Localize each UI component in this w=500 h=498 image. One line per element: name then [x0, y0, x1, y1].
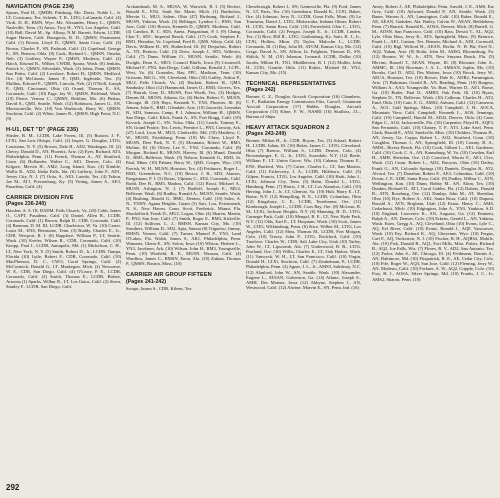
section-pages: (Pages 242) — [246, 86, 276, 93]
section-carrier-division-five — [6, 195, 121, 289]
section-continued-roster — [372, 4, 494, 282]
section-hu1-det-d — [6, 127, 121, 189]
section-heading: TECHNICAL REPRESENTATIVES — [246, 80, 336, 87]
roster-text: Bonner, C. Z., Douglas Aircraft Corporation (16) Chambers, C. F., Radiation Energy Commission Fitts, Carroll, Grumman Aircraft Corporation (17) Hubbs, Douglas, Aircraft Corporation (13) Kline, F. W., NASRI (16) Skulltiss, J.L., Bureau of Ships — [246, 93, 361, 120]
column-2 — [126, 4, 241, 480]
section-continued-roster — [126, 4, 241, 266]
section-continued-roster — [246, 4, 361, 75]
roster-text: Archambault, M. A., MUSA, W. Warwick, R. I. (5) Becker, Ronald E., EN2, Sault Ste. Marie, Mich. (1) Bartholow, Mervin G., MU3, Salem, Ohio (47) Birdsong, Richard J., MUSN, Yakima, Wash. (3) Bellinger, Lyndon C., RM1, San Jose, Calif. (10) Brown, Kenneth D., QMSN, Modesto, Calif. (4) Cantlon, B. C. SD3, Aneta, Pangasinan, P. I. (9) Chang, Chai T., SDC, Imperial Beach, Calif. (17) Cook, Stephen F., RM1, Herndon, Va. Copeland, Fred R., QMS, Valejo, Calif. (4) Davis, William H., SN, Rutherford, Ill. (8) Desjarlais, Robert A., TN, Benicia, Calif. (3) Drew, Joseph J., SD3, Vallecito, Calif. (7) Dunn, William O., MUSN, Seattle, Wash. (6) Dwight, Dean A., MU3, Council Bluffs, Iowa (9) Cromwell, Michael F., PN3, San Diego, Calif. Gilliam, Ronald J., LCPL, West, Va. (6) Gonzales, Ray, FPC, Madison, Tenn. (10) Grissom, Bill G., SN, Cleveland, Ohio (10) Guffey, Arthur P., MU2, Falls Church, Va. (4) Hackett, Robert H., QM3, Sandusky, Ohio (12) Hammond, James O., RM3, Groves, Tex. (7) Harrah, Gary D., MUSN, Fort Worth, Tex. (3) Hodges, Dennis M., MUSN, Atlanta, Ga. (6) Hofer, Robert V., MUSN, Chicago, Ill. (10) Hays, Kenneth V., YN3, Phoenix, Ill. (6) Jensen, John E., RM1, Glendale, Ariz. (10) Jaworski, Leonidas B., SD3, Samson, Camp, P. I. Johnson, William H., QMSN, San Diego, Calif. Klick, Frank A., SN, Fort Bragg, Calif. (10) Kovach, Joseph C., SN, Tulsa, Okla. (11) Leach, Tommy E., SN, Grand Prairie, Tex. Lewis, Prentice L., PN3, Conway, Ark. (27) Lord, Leon M., MU3, Clarksville, Md. (10) Matthew, C. W., MUSN, Friedsburg, Penn. (10) Mc Chew, Lloyd P., MUSN, Deer Park, N. Y. (5) Mountain, Robert W., RM3, Moline, Ill. (6) Oliver, Lee S., YN2, Coronado, Calif. (8) Morgan, Richard R., MUSN, Harvey, Ill. (6) Mund, Donald D., RM3, Bellevue, Wash. (5) Nelson, Kenneth G., BM3, St. Paul, Minn. (10) Palmer, Barry W., QM3, Cooper, Wyo. (10) Parrish, W. H., MUSN, Houston, Tex. (4) Pridmore, Roger L., RM3, Greensboro, N.C. (10) Rector, J. R., SD3, Alamos, Pangasinan, P. I. (5) Rosas, Ulpiano C., SD2, Coronado, Calif. Rodd, Dee B., RM3, Madras, Calif. (12) Rossi, Michael A., MUSN, Arlington, N. J. (7) Rudloff, Joseph E., MU2, Bellevue, Wash. (6) Rudley, Ronald A., MUSN, Seattle, Wash. (4) Rushing, Harold G., BMC, Denton, Calif. (10) Sales, A. N., YNSN, Agana Heights, Guam (3) Sari, Lou, Portsmouth, N. S., New Haven, Conn. Scott, Frederick, Miami, Fla. Shackelford, Frank D., MU2, Logan, Ohio (4) Skaren, Martin, P., PN2, San Jose, Calif. (7) Smith, Roger E., RM3, Kirkville, Ill. (12) Sullivan, L. J., RMSN, Kansas City, Mo. (10) Struthers, William D., SD2, Apia, Samoa (8) Trigueiro, Jimmy, RMSN, Vernon, Calif. (7) Turner, Manuel P., YN3, Land O'Lakes, Fla. Walsh, James S., AK1, Philadelphia, Penn. Wanuner, Glenn E., SN, Solon, Iowa (10) Wilson, Herbert L., YN3, Jacobsen, Ark. (10) Wilson, John H., RM3, Youngsville, Penn. (10) Winfield, R. E., MUSN, Wausau, Calif. (4) Wardlow, James C., RMSN, Enon, Ala. (10) Zakian, Thomas P., QMSN, Boston, Mass. (10) — [126, 4, 241, 267]
roster-text: Swope, James S., CDR, Kileen, Tex. — [126, 285, 193, 291]
section-pages: (Pages 236-240) — [6, 201, 47, 208]
section-carrier-air-group-fifteen — [126, 272, 241, 290]
roster-text: Hasslen, A. S. III, RADM, Falls Church, Va. (20) Cobb, James O., CAPT, Pasadena, Calif. (3) Daniel, Allen B., LCDR, Coronado, Calif. (1) Brown, Ralph D., CDR, Coronado, Calif. (4) Brennan, D. M. III, LCDR, Charleston, W. Va. (10) Caster, Louis M., ENS, Bernstone, Tenn. (3) Ruddy, Charles E., Jr., CDR, Newport, R. I. (6) Rappleye, William P., LT, Seattle, Wash. (10) Keefer, Wilson R., CDR, Coronado, Calif. (10) Knopp, Paul J., LCDR, Annapolis, Md. (1) Mickelson, C. H., LT, New York, N. Y. (5) Smith, Robert D., Jr., LCDR, Tampa, Florida (10) Lytle, Robert F., CDR, Coronado, Calif. (10) MacPherson, D. C., CWO, Coral Springs, Calif. (2) McCormick, Donald G., LT, Muskegon, Mich. (2) Newsome, W. E., CDR, San Diego, Calif. (4) O'Leary, P. E., LCDR, Coronado, Calif. (2) Smith, Thomas E., LCDR, Bisbee, Arizona (1) Sparks, Wilbur R., LT, Los Gatos, Calif. (2) Steen, Stanley F., LCDR, San Diego, Calif. — [6, 208, 121, 289]
roster-text: Shisler, R. M., LCDR, Lake Forest, Ill. (5) Buxton, J. F., LTJG, San Luis Obispo, Calif. (2) Jasper, G. Douglas, LTJG, Louisiana, N. Y. (5) Brown, Dale H., AD2, Waukegan, Ill. (2) Cherry, Donald D., AN, Phoenix, Ariz. (2) Eyer, Richard, AT3, Philadelphia, Penn. (11) French, Thomas A., AT, Stratford, Conn. (6) Hollander, Walter C., AE1, Denver, Colo. (4) Kilgore, Mervin H., AM2, Long Island, Kan. (4) Kimble, Wallis R., AD2, Idaho Falls, Ida. (6) Lafferty, John F., AD1, Jersey City, N. J. (7) Ortiz, S., AE3, Laredo, Tex. (4) Tafton, Joe M., AT1, Prestonburg, Ky. (3) Vining, James A., AE3, Pasadena, Calif. (4) — [6, 133, 121, 189]
section-pages: (Pages 243-249) — [246, 131, 287, 138]
roster-text: Chesebrough, Robert J., SN, Gainesville, Fla. (9) Ford, James N., LT, Paris, Tex. (10) Greenburn, Donald K., LTJG, Baker, Ore. (4) Johnson, Jerry N., LCDR, Great Falls, Mont. (9) Le Tourneau, David J., LTJG, Mishawaka, Indiana Olmer, Robert H., LTJG, Santa Rosa, Calif. (10) Porterfield, Glen C., LTJG, Coronado, Calif. (2) Feegan, Joseph E., Jr., LCDR, Linden, Tex. (1) Rice, Bill R., LTJG, Gatlinsburg, Ky. Satti, R. J., Jr., LTJG, Hollins, Minn. (5) Taylor, Malcolm L., LCDR, Coronado, Ill. (1) Ray, John M., AYCM, Kansas City, Mo. (12) Crage, David A., SN, Affton, Ia. Fulghum, Thomas D., SN, Shiloh, N. M. (10) Johnson, Leonard, LCDR, Dallas (10) Jacobs, Milton H., TN1, Middletown, R. I. (12) Mullin, John H., LTJG, Granite, Okla. (11) Rokitz, Michael M., YN2, Kansas City, Mo. (15) — [246, 4, 361, 75]
section-heading: H-U1, DET "D" (PAGE 235) — [6, 127, 79, 134]
roster-text: Amey, Robert J., AE, Philadelphia, Penn. Arnold, J. E., AMS, Ear Grey, Calif. (10) Aylward, Donald P., AN, Seattle, Wash. (5) Bauer, Warren A., AN, Lansington, Calif. (10) Baker, Ronald E., AE, AEAN, Gadsden, Ala. Bailey, Calvin W., AEAN, Bethlehem, Penn. (7) Barrick, Ronald K., AOSA, Denver, Mich. (8) Bartell, G. M., AOSN, San Francisco, Calif. (10) Bass, Dewitt T., AL, AQ2, Lyle, Ohio Bass, Jerry K., ATS, Springfield, Mass. (9) Beatrice, Frank L., AE1, Canton, Tex. Benson, Michael A., ADJ, Cornwall, Calif. (10) Bigl, Wilford H., AEAN, Berlin, N. H. Bir, Fred N., AQ2, Yuban, Ariz. (8) Bolin, John M., AMS3, Bloomsburg, Pa. (12) Bourne, W. W., Jr., ATN, New Smyrna Beach, Fla. (5) Blevins, Russell T., AEAN, Wayne, Ill. (8) Blossner, John A., AMMC, Ill. (16) Bowman, J. A. L., AMSAN, Joplin, Mo. (10) Brooks, Carl D., AD2, Des Moines, Iowa (10) Brock, Jerry W., AECA, Houston, Tex. (10) Brown, Dale K., ADR2, Farmington, Ariz. (7) Buhrman, Gerald R., AN, Reading, Penn. (10) Burgess, William A., AA3, Youngsville, Va. Burt, Warren D., AE1, Rome, Ga. (10) Butler, Paul D., AMH3, Oak Park, Ill. (10) Byars, Stephen D., TN, Bellevue, Wash. (10) Calhoun, Charles H., AT2, Enid, Okla. (10) Cain, E. G., AMS2, Auburn, Calif. (12) Cameron, A., AO1, Gulf Springs, Mass. (10) Campbell, J. H., AOCA, Mountain View, Calif. Campbell, Kenneth L., AOS, Jennings, Calif. (10) Campbell, Harold M., ADJ2, Denver, Okla. (4) Cane, Edgar C., AO2, Jacksonville, Fla. (10) Carpenter, Floyd H., AQF3, San Fernando, Calif. (10) Chaney, T. F., AT3, Lake Ariel, Penn. Clark, Harold E., AN2, Starkville, Miss. (10) Childers, Thomas H., AN, Jersey, Ga. Coppa, Robert L., AO2, Stratford, Conn. (10) Coughlin, Thomas J., AN, Springfield, Ill. (10) County, B. A., AMSL, Rivera Beach, Fla. (10) Cook, Gilbert L., AE1, Gardener, Calif. (10) Cook, C. A., AN, Kannaburg, W. Va. (10) Cowden, Earl H., AMH, Sheridan, Ore. (12) Crawford, Morris E., AE1, Cleo, Wash. (12) Crum, Robert L., AD2, Bucyrus, Ohio (10) Dailey, Frank G., AN, Colorado Springs (10) Daniels, Douglas R., AT2, Alvord, Tex. (7) Donahue, Robert E., AE3, Columbus, Calif. (10) Doran, J. P., ADR, Santa Rosa, Calif. (9) Dudley, Wilbur C., ATN, Wellington, Kan. (10) Dunn, Bobby M., AN, Alton, Tex. (10) Dunkin, Richard D., AT1, Coral Gables, Fla. (12) Dubois, Donald R., ATN, Roseburg, Ore. (12) Dunlap, John M., AT, Sheridan, Ohio (10) Dye, Robert A., AE2, Santa Rosa, Calif. (10) Dupont, Ronald A., ATN, Brigham, Utah (12) Eaton, Henry C., AMS, Cedarhurst, Mich. (10) Edgington, John A., YN3, Yankton, S.D. (10) England, Lawrence K., AN, Augusta, Ga. (12) Eminent, Ralph A., AN, Denver, Colo. (10) Erkens, Gerald L., AN, Yakima, Wash. Estes, Gregg A., AQ, Cleveland, Ohio (10) Evans, Lyle C., AQ, Eel River, Calif. (10) Evans, Ronald J., AQF, Vancouver, Wash. (10) Fay, Richard K., AQ, Cheyenne, Wyo. (10) Fergus, Carl F., AQ, Tuckerton, N. J. (10) Fischer, R. H., AQRS2, Mobile, Ala. (10) Fisk, Donald R., AQ1, Fort Mills, Miss. Fisher, Richard R., AQ2, Joe Falls, Wis. (7) Flores, R. V., AD2, San Antonio, Tex. (12) Fodor, John S., AE, Chicago, Ill. (4) Feldmann, Dennis A., AN, Baltimore, Md. (10) Fitzpatrick, R. E., AE, Cedar City, Colo. (10) Fife, Roger W., AQ3, San Jose, Calif. (12) Fleming, Jerry W., AN, Modesto, Calif. (10) Forkner, A. W., AQ2, Cripple, Colo. (10) Fray, H. J., AOSA, Silver Springs, Md. (10) Franks, J. C., Jr., AMS2, Sharon, Penn. (10) — [372, 4, 494, 282]
roster-text: Bremer, Milton H., Jr., CDR, Boyon, Tex. (3) Schaaf, Robert H., LCDR, Julian, Ill. (10) Baker, James C., LTJG, Cleveland, Ohio (7) Bartow, William S., LCDR, Denver, Colo. (4) Brownsbarger, E. G., Jr., LTJG, Scarsdale, N.Y. (12) Beale, William F., LT, Union Grove, Wis. (10) Cabana, Thomas E., ENS, Hartford, Wis. (7) Carter, Charles L., LT, San Marino, Calif. (11) Etcheverry, J. A., LCDR, Hillsboro, Calif. (5) Gilpen, Francis, LTJG, Los Angeles, Calif. (10) Hark, John J., LTJG, Johnson City, Tenn. (5) Hahn, Donald L., LTJG, Hamburg, Penn. (7) Harris, J. H., LT, Los Alamitos, Calif. (10) Herring, John J., Jr., LT, Glenvar, Va. (10) Hult, Harry E., LT, Rome, N.Y. (12) Hempfling, R. E., LCDR, Columbus, Ohio (12) Kingsbury, C. E., LCDR, Terrebonne, Ore. (11) Kimbrough, Joseph L., LCDR, Coos Bay, Ore. (8) McLean, R. M., LTJG, Jackson Heights, N.Y. (6) Manning, H. D., LTJG, Carnegie Park, Calif. (10) Mengel, R. E., LT, New Hyde Park, N.Y. (12) Olds, Earl E., LT, Hoquiam, Wash. (10) Scott, James W., LTJG, Wilkinsburg, Penn. (6) Stice, Wilber M., LTJG, Los Angeles, Calif. (12) Shea, Thomas M., LCDR, Fort Morgan, Colo. (10) Tracey, John P., LTJG, Rockford, Calif. (10) Truelove, Charles W., CDR, Salt Lake City, Utah (10) Tarley, John W., LT, Lipscomb, Ala. (7) Underwood, B. R., LTJG, Portland, Ore. (10) Willis, Charles E., LT, Oak Harbor, Wash. (11) Vanwyck, W. H., LT, San Francisco, Calif. (10) Virgin, Donald H., LTJG, Stockton, Calif. (7) Zimbelman, P., LCDR, Philadelphia, Penn. (4) Agner, J. L., Jr., AMS3, Salisbury, N.C. (12) Alanlord, John W., AN, Seattle, Wash. (10) Alexander, Eugene L., ATSAN, Galveston, Ga. (14) Alfano, Joseph S., AMH, Des Moines, Iowa (12) Akbyne, Stephen J., AN, Westwood, Calif. (12) Alwine, Marvin E., SN, Penn, Ind. (16) — [246, 138, 361, 290]
section-heavy-attack-squadron-2 — [246, 125, 361, 290]
column-4 — [372, 4, 494, 480]
column-1 — [6, 4, 121, 480]
section-heading: CARRIER AIR GROUP FIFTEEN — [126, 272, 212, 279]
section-navigation — [6, 4, 121, 121]
section-heading: CARRIER DIVISION FIVE — [6, 194, 74, 201]
column-3 — [246, 4, 361, 480]
section-pages: (Pages 241-242) — [126, 278, 167, 285]
section-heading: HEAVY ATTACK SQUADRON 2 — [246, 125, 330, 132]
roster-text: Spears, Paul H., QMDR, Pittsburg, Mo. Davis, Noble L., Jr. LT, Corsicana, Tex. Schenk, T. R., LTJG, LaCanada, Calif. (4) Virdi, D. H., RMN, Wyo. Me. Alexander, Henry L., QMSN, Nashville, Tenn. (3) Amos, Troy H., YN3, Los Angeles, Calif. (10) Ball, David M., Sp. Allsop, N.M. Barrett, Edwin, LCDR, Sugar Haven, Calif. Bourgeois, R. D., QMSN, Paramount, Calif. (1) Brown, Lloyd D., QMSN, Santa Cruz, Calif. (3) Brown, Charles F., SN, Paducah, Calif. (1) Copeland, George E., SN, Benson, Okla. (8) Cook, Richard L., QMSN, Omaha, Neb. (3) Godfrey, Wayne P., QMSN, Modesto, Calif. (2) Hatch, Edward B., Wilber, CWDR, Sparta, Wash. (6) Jenkins, Patrick S., QMSN, Silverdale, Wash. (3) Johns, Penn, QMSN, San Pedro, Calif. (2) Lovelace, Robert H., QMSN, Medford, Ore. (4) McGinnis, James P., QM3, Ingleside, Tex. (5) Mullins, Edward E., QMSN, Lincoln, Neb. (2) O'Neill, Joseph P., QM3, Cincinnati, Ohio (4) Orand, Thomas E., SA, Coronado, Calif. (10) Page, Jay W., QMSN, Richland, Wash. (10) Pierce, Vernon C., QMSN, Birkline, Mo. (6) Pinkus, David A., QM3, Seattle, Wash. (12) Robinson, James G., SN, Morrisonville, Wis. (10) Von Warbrook, Harry W., QMSN, Stockton, Calif. (2) White, James B., QMSN, High Point, N.C. (9) — [6, 10, 121, 122]
section-heading: NAVIGATION (PAGE 234) — [6, 4, 74, 10]
page-number: 292 — [6, 483, 20, 492]
section-technical-representatives — [246, 81, 361, 119]
